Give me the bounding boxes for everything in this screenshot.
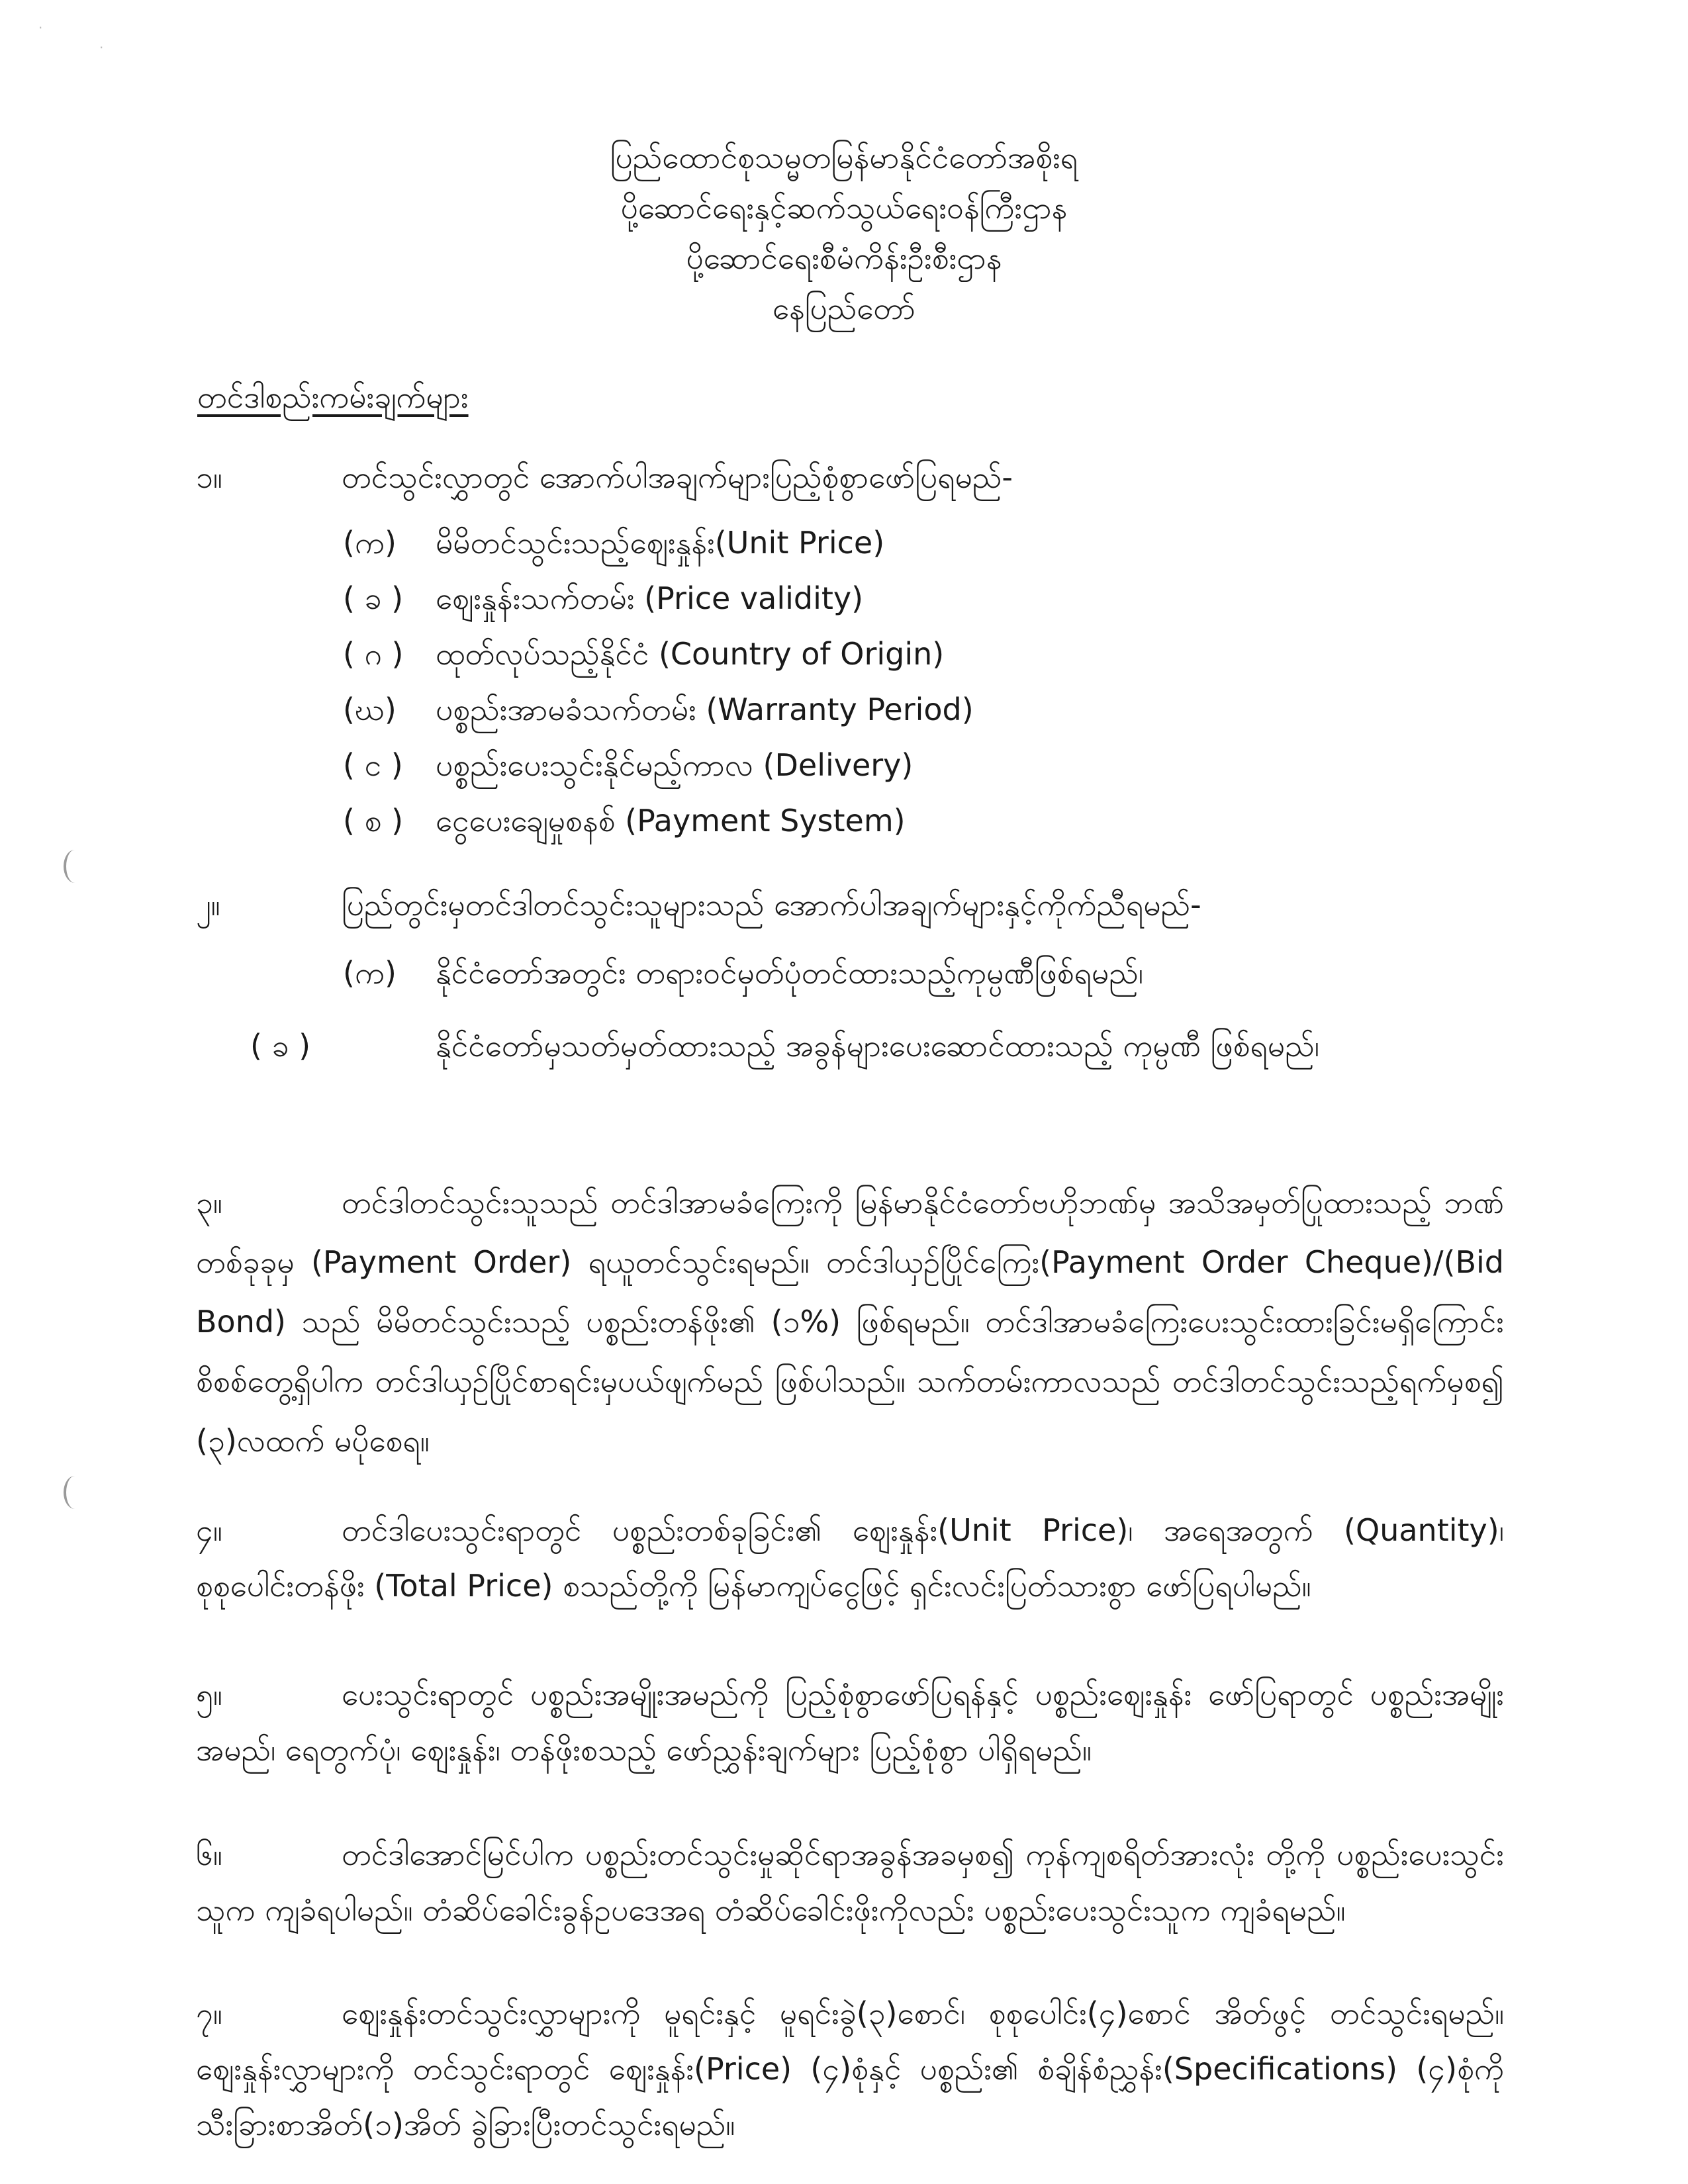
section-title: တင်ဒါစည်းကမ်းချက်များ xyxy=(197,379,469,415)
clause-number: ၁။ xyxy=(196,459,222,495)
clause-6 xyxy=(196,1827,1504,1938)
item-text: ပစ္စည်းပေးသွင်းနိုင်မည့်ကာလ (Delivery) xyxy=(436,747,914,783)
clause-2-item-ka xyxy=(343,945,1504,1001)
clause-1-item-nga xyxy=(343,737,1504,793)
clause-number: ၃။ xyxy=(196,1185,222,1220)
item-text: ထုတ်လုပ်သည့်နိုင်ငံ (Country of Origin) xyxy=(436,636,945,672)
item-mark: (က) xyxy=(343,525,397,561)
clause-text: တင်ဒါပေးသွင်းရာတွင် ပစ္စည်းတစ်ခုခြင်း၏ ဈေးနှုန်း(Unit Price)၊ အရေအတွက် (Quantity)၊ စုစုပေါင်းတန်ဖိုး (Total Price) စသည်တို့ကို မြန်မာကျပ်ငွေဖြင့် ရှင်းလင်းပြတ်သားစွာ ဖော်ပြရပါမည်။ xyxy=(196,1512,1504,1604)
clause-2 xyxy=(196,875,1504,934)
item-mark: ( ဂ ) xyxy=(343,636,404,672)
clause-1-item-ka xyxy=(343,515,1504,570)
clause-number: ၄။ xyxy=(196,1512,222,1548)
header-line-city: နေပြည်တော် xyxy=(773,291,915,326)
punch-hole-mark xyxy=(64,850,86,883)
item-text: ဈေးနှုန်းသက်တမ်း (Price validity) xyxy=(436,580,864,616)
clause-text: ပေးသွင်းရာတွင် ပစ္စည်းအမျိုးအမည်ကို ပြည့်စုံစွာဖော်ပြရန်နှင့် ပစ္စည်းဈေးနှုန်း ဖော်ပြရာတွင် ပစ္စည်းအမျိုးအမည်၊ ရေတွက်ပုံ၊ ဈေးနှုန်း၊ တန်ဖိုးစသည့် ဖော်ညွှန်းချက်များ ပြည့်စုံစွာ ပါရှိရမည်။ xyxy=(196,1676,1504,1768)
clause-4 xyxy=(196,1502,1504,1614)
item-mark: (က) xyxy=(343,955,397,991)
scan-speck: · xyxy=(99,40,104,56)
clause-2-item-kha xyxy=(250,1019,1597,1072)
clause-text: တင်ဒါအောင်မြင်ပါက ပစ္စည်းတင်သွင်းမှုဆိုင်ရာအခွန်အခမှစ၍ ကုန်ကျစရိတ်အားလုံး တို့ကို ပစ္စည်းပေးသွင်းသူက ကျခံရပါမည်။ တံဆိပ်ခေါင်းခွန်ဥပဒေအရ တံဆိပ်ခေါင်းဖိုးကိုလည်း ပစ္စည်းပေးသွင်းသူက ကျခံရမည်။ xyxy=(196,1837,1504,1928)
clause-1-item-gha xyxy=(343,682,1504,737)
item-text: နိုင်ငံတော်မှသတ်မှတ်ထားသည့် အခွန်များပေးဆောင်ထားသည့် ကုမ္ပဏီ ဖြစ်ရမည်၊ xyxy=(436,1028,1319,1064)
item-mark: ( င ) xyxy=(343,747,403,783)
item-mark: (ဃ) xyxy=(343,692,397,727)
item-text: ငွေပေးချေမှုစနစ် (Payment System) xyxy=(436,803,906,839)
scan-speck: · xyxy=(38,20,43,36)
item-mark: ( ခ ) xyxy=(250,1028,311,1064)
item-mark: ( ခ ) xyxy=(343,580,404,616)
header-line-government: ပြည်ထောင်စုသမ္မတမြန်မာနိုင်ငံတော်အစိုးရ xyxy=(610,140,1078,175)
clause-number: ၅။ xyxy=(196,1676,222,1712)
clause-1-item-sa xyxy=(343,793,1504,848)
clause-text: ပြည်တွင်းမှတင်ဒါတင်သွင်းသူများသည် အောက်ပါအချက်များနှင့်ကိုက်ညီရမည်- xyxy=(342,887,1201,923)
document-header xyxy=(0,132,1688,334)
punch-hole-mark xyxy=(64,1476,86,1509)
clause-text: တင်ဒါတင်သွင်းသူသည် တင်ဒါအာမခံကြေးကို မြန်မာနိုင်ငံတော်ဗဟိုဘဏ်မှ အသိအမှတ်ပြုထားသည့် ဘဏ်တစ်ခုခုမှ (Payment Order) ရယူတင်သွင်းရမည်။ တင်ဒါယှဉ်ပြိုင်ကြေး(Payment Order Cheque)/(Bid Bond) သည် မိမိတင်သွင်းသည့် ပစ္စည်းတန်ဖိုး၏ (၁%) ဖြစ်ရမည်။ တင်ဒါအာမခံကြေးပေးသွင်းထားခြင်းမရှိကြောင်း စိစစ်တွေ့ရှိပါက တင်ဒါယှဉ်ပြိုင်စာရင်းမှပယ်ဖျက်မည် ဖြစ်ပါသည်။ သက်တမ်းကာလသည် တင်ဒါတင်သွင်းသည့်ရက်မှစ၍ (၃)လထက် မပိုစေရ။ xyxy=(196,1185,1504,1459)
clause-text: ဈေးနှုန်းတင်သွင်းလွှာများကို မူရင်းနှင့် မူရင်းခွဲ(၃)စောင်၊ စုစုပေါင်း(၄)စောင် အိတ်ဖွင့် တင်သွင်းရမည်။ ဈေးနှုန်းလွှာများကို တင်သွင်းရာတွင် ဈေးနှုန်း(Price) (၄)စုံနှင့် ပစ္စည်း၏ စံချိန်စံညွှန်း(Specifications) (၄)စုံကို သီးခြားစာအိတ်(၁)အိတ် ခွဲခြားပြီးတင်သွင်းရမည်။ xyxy=(196,1995,1504,2142)
clause-number: ၇။ xyxy=(196,1995,222,2031)
item-text: နိုင်ငံတော်အတွင်း တရားဝင်မှတ်ပုံတင်ထားသည့်ကုမ္ပဏီဖြစ်ရမည်၊ xyxy=(436,955,1144,991)
header-line-department: ပို့ဆောင်ရေးစီမံကိန်းဦးစီးဌာန xyxy=(686,240,1002,276)
item-mark: ( စ ) xyxy=(343,803,404,839)
clause-text: တင်သွင်းလွှာတွင် အောက်ပါအချက်များပြည့်စုံစွာဖော်ပြရမည်- xyxy=(342,459,1013,495)
clause-number: ၆။ xyxy=(196,1837,222,1872)
clause-1 xyxy=(196,447,1504,507)
clause-1-item-kha xyxy=(343,570,1504,626)
item-text: ပစ္စည်းအာမခံသက်တမ်း (Warranty Period) xyxy=(436,692,974,727)
item-text: မိမိတင်သွင်းသည့်ဈေးနှုန်း(Unit Price) xyxy=(436,525,885,561)
clause-1-item-ga xyxy=(343,626,1504,682)
clause-3 xyxy=(196,1173,1504,1471)
header-line-ministry: ပို့ဆောင်ရေးနှင့်ဆက်သွယ်ရေးဝန်ကြီးဌာန xyxy=(620,190,1068,226)
clause-5 xyxy=(196,1666,1504,1778)
clause-number: ၂။ xyxy=(196,887,220,923)
clause-7 xyxy=(196,1985,1504,2152)
